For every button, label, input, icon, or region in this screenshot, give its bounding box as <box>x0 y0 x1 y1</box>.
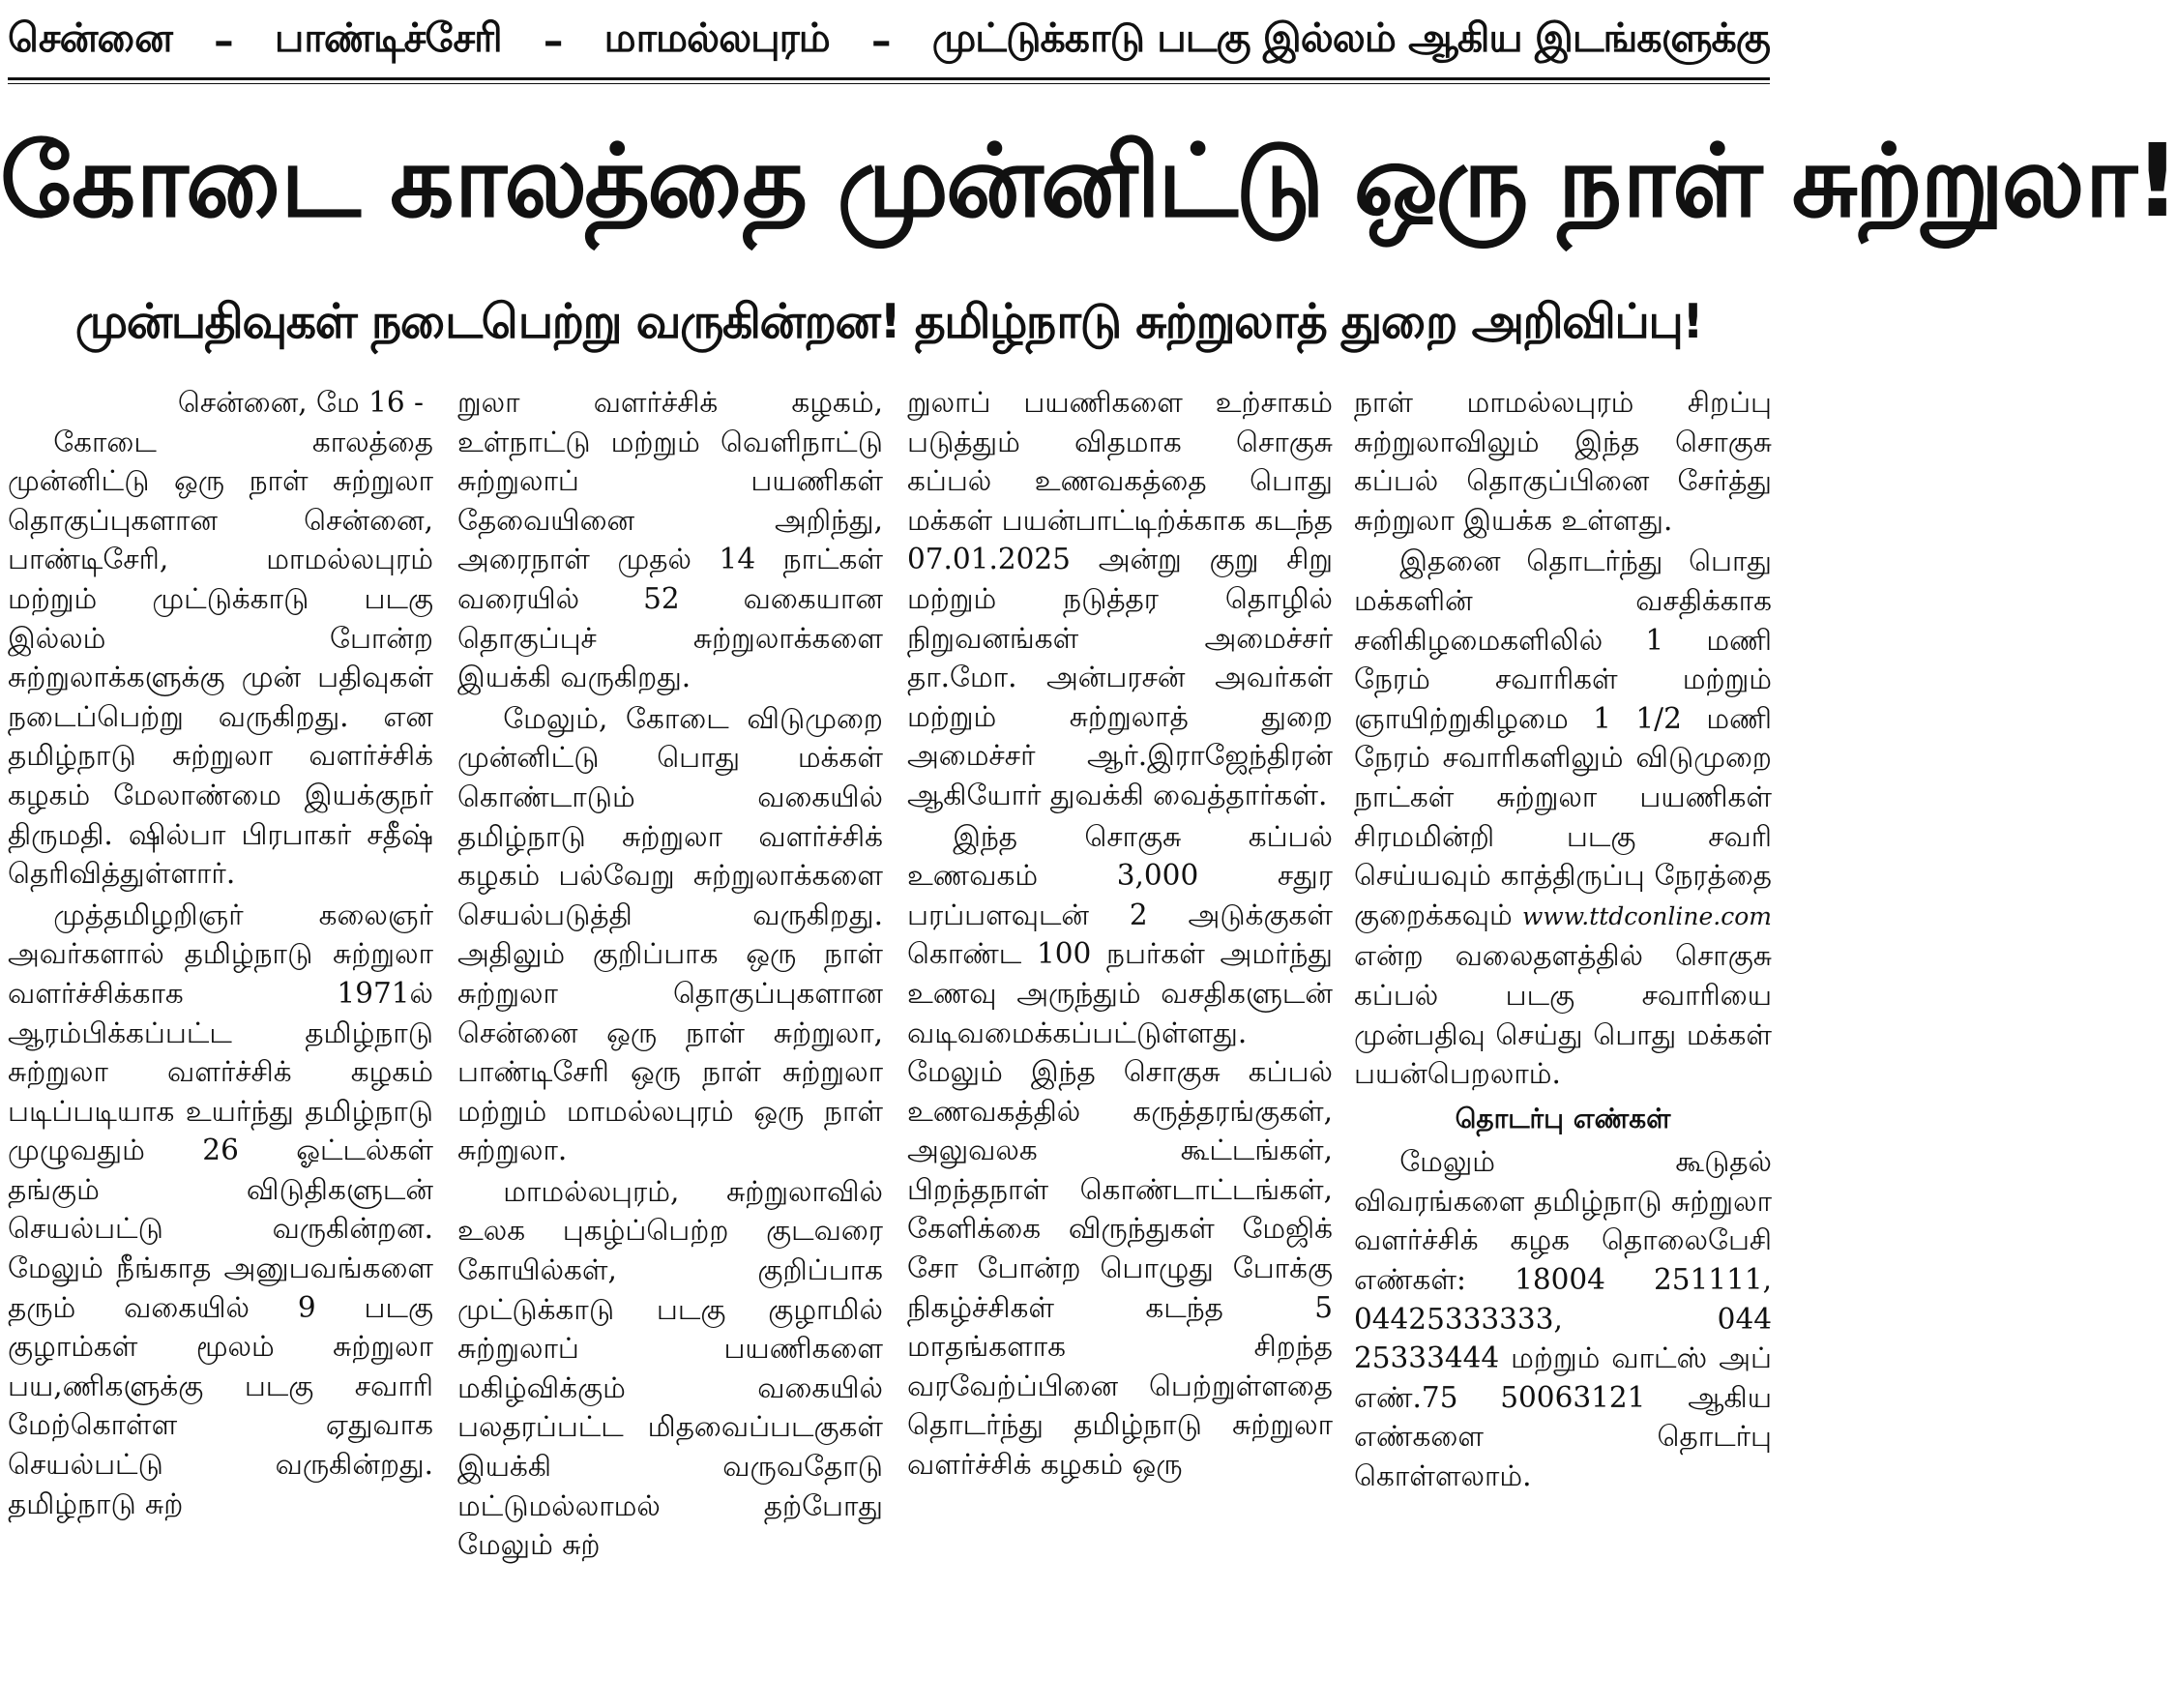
kicker-dash: – <box>214 17 233 64</box>
paragraph: மாமல்லபுரம், சுற்றுலாவில் உலக புகழ்ப்பெற்ற குடவரை கோயில்கள், குறிப்பாக முட்டுக்காடு படகு குழாமில் சுற்றுலாப் பயணிகளை மகிழ்விக்கும் வகையில் பலதரப்பட்ட மிதவைப்படகுகள் இயக்கி வருவதோடு மட்டுமல்லாமல் தற்போது மேலும் சுற் <box>457 1174 883 1562</box>
paragraph: கோடை காலத்தை முன்னிட்டு ஒரு நாள் சுற்றுலா தொகுப்புகளான சென்னை, பாண்டிசேரி, மாமல்லபுரம் மற்றும் முட்டுக்காடு படகு இல்லம் போன்ற சுற்றுலாக்களுக்கு முன் பதிவுகள் நடைப்பெற்று வருகிறது. என தமிழ்நாடு சுற்றுலா வளர்ச்சிக் கழகம் மேலாண்மை இயக்குநர் திருமதி. ஷில்பா பிரபாகர் சதீஷ் தெரிவித்துள்ளார். <box>8 425 433 891</box>
article-column-1 <box>8 383 433 1698</box>
kicker-place-muttukadu: முட்டுக்காடு படகு இல்லம் ஆகிய இடங்களுக்கு <box>931 15 1770 61</box>
dateline: சென்னை, மே 16 - <box>177 386 424 419</box>
kicker-place-chennai: சென்னை <box>8 15 172 61</box>
kicker-rule-thin <box>8 83 1770 84</box>
paragraph: றுலா வளர்ச்சிக் கழகம், உள்நாட்டு மற்றும் வெளிநாட்டு சுற்றுலாப் பயணிகள் தேவையினை அறிந்து, அரைநாள் முதல் 14 நாட்கள் வரையில் 52 வகையான தொகுப்புச் சுற்றுலாக்களை இயக்கி வருகிறது. <box>457 386 883 694</box>
contact-heading: தொடர்பு எண்கள் <box>1455 1102 1671 1134</box>
paragraph: முத்தமிழறிஞர் கலைஞர் அவர்களால் தமிழ்நாடு சுற்றுலா வளர்ச்சிக்காக 1971ல் ஆரம்பிக்கப்பட்ட தமிழ்நாடு சுற்றுலா வளர்ச்சிக் கழகம் படிப்படியாக உயர்ந்து தமிழ்நாடு முழுவதும் 26 ஓட்டல்கள் தங்கும் விடுதிகளுடன் செயல்பட்டு வருகின்றன. மேலும் நீங்காத அனுபவங்களை தரும் வகையில் 9 படகு குழாம்கள் மூலம் சுற்றுலா பய,ணிகளுக்கு படகு சவாரி மேற்கொள்ள ஏதுவாக செயல்பட்டு வருகின்றது. தமிழ்நாடு சுற் <box>8 898 433 1520</box>
contact-paragraph: மேலும் கூடுதல் விவரங்களை தமிழ்நாடு சுற்றுலா வளர்ச்சிக் கழக தொலைபேசி எண்கள்: 18004 251111, 04425333333, 044 25333444 மற்றும் வாட்ஸ் அப் எண்.75 50063121 ஆகிய எண்களை தொடர்பு கொள்ளலாம். <box>1354 1145 1772 1493</box>
paragraph-with-link <box>1354 542 1772 1093</box>
kicker-line <box>8 4 1770 77</box>
paragraph: நாள் மாமல்லபுரம் சிறப்பு சுற்றுலாவிலும் இந்த சொகுசு கப்பல் தொகுப்பினை சேர்த்து சுற்றுலா இயக்க உள்ளது. <box>1354 386 1772 537</box>
paragraph-text: என்ற வலைதளத்தில் சொகுசு கப்பல் படகு சவாரியை முன்பதிவு செய்து பொது மக்கள் பயன்பெறலாம். <box>1354 939 1772 1091</box>
kicker-place-pondicherry: பாண்டிச்சேரி <box>274 15 502 61</box>
subheadline: முன்பதிவுகள் நடைபெற்று வருகின்றன! தமிழ்நாடு சுற்றுலாத் துறை அறிவிப்பு! <box>74 294 1703 349</box>
paragraph: றுலாப் பயணிகளை உற்சாகம் படுத்தும் விதமாக சொகுசு கப்பல் உணவகத்தை பொது மக்கள் பயன்பாட்டிற்க்காக கடந்த 07.01.2025 அன்று குறு சிறு மற்றும் நடுத்தர தொழில் நிறுவனங்கள் அமைச்சர் தா.மோ. அன்பரசன் அவர்கள் மற்றும் சுற்றுலாத் துறை அமைச்சர் ஆர்.இராஜேந்திரன் ஆகியோர் துவக்கி வைத்தார்கள். <box>907 386 1333 811</box>
kicker-rule <box>8 77 1770 80</box>
paragraph: மேலும், கோடை விடுமுறை முன்னிட்டு பொது மக்கள் கொண்டாடும் வகையில் தமிழ்நாடு சுற்றுலா வளர்ச்சிக் கழகம் பல்வேறு சுற்றுலாக்களை செயல்படுத்தி வருகிறது. அதிலும் குறிப்பாக ஒரு நாள் சுற்றுலா தொகுப்புகளான சென்னை ஒரு நாள் சுற்றுலா, பாண்டிசேரி ஒரு நாள் சுற்றுலா மற்றும் மாமல்லபுரம் ஒரு நாள் சுற்றுலா. <box>457 701 883 1167</box>
article-column-3 <box>907 383 1333 1698</box>
headline: கோடை காலத்தை முன்னிட்டு ஒரு நாள் சுற்றுலா! <box>0 122 2177 240</box>
kicker-place-mamallapuram: மாமல்லபுரம் <box>603 15 830 61</box>
paragraph: இந்த சொகுசு கப்பல் உணவகம் 3,000 சதுர பரப்பளவுடன் 2 அடுக்குகள் கொண்ட 100 நபர்கள் அமர்ந்து உணவு அருந்தும் வசதிகளுடன் வடிவமைக்கப்பட்டுள்ளது. மேலும் இந்த சொகுசு கப்பல் உணவகத்தில் கருத்தரங்குகள், அலுவலக கூட்டங்கள், பிறந்தநாள் கொண்டாட்டங்கள், கேளிக்கை விருந்துகள் மேஜிக் சோ போன்ற பொழுது போக்கு நிகழ்ச்சிகள் கடந்த 5 மாதங்களாக சிறந்த வரவேற்ப்பினை பெற்றுள்ளதை தொடர்ந்து தமிழ்நாடு சுற்றுலா வளர்ச்சிக் கழகம் ஒரு <box>907 819 1333 1482</box>
article-column-4 <box>1354 383 1772 1698</box>
kicker-dash: – <box>543 17 563 64</box>
website-link[interactable]: www.ttdconline.com <box>1521 901 1772 930</box>
paragraph-text: இதனை தொடர்ந்து பொது மக்களின் வசதிக்காக சனிகிழமைகளிலில் 1 மணி நேரம் சவாரிகள் மற்றும் ஞாயிற்றுகிழமை 1 1/2 மணி நேரம் சவாரிகளிலும் விடுமுறை நாட்கள் சுற்றுலா பயணிகள் சிரமமின்றி படகு சவரி செய்யவும் காத்திருப்பு நேரத்தை குறைக்கவும் <box>1354 545 1772 931</box>
article-column-2 <box>457 383 883 1698</box>
kicker-dash: – <box>871 17 891 64</box>
